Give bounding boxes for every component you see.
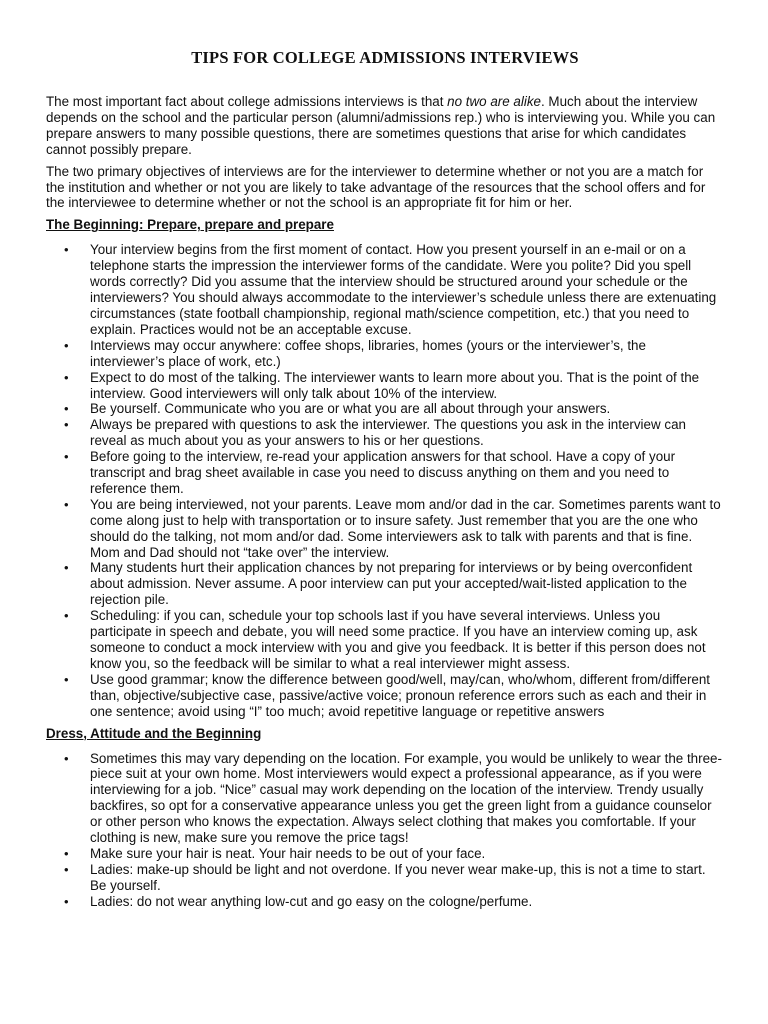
list-item: • Interviews may occur anywhere: coffee shops, libraries, homes (yours or the interviewer’s, the interviewer’s place of work, etc.) bbox=[46, 338, 724, 370]
list-item: • Ladies: do not wear anything low-cut and go easy on the cologne/perfume. bbox=[46, 894, 724, 910]
intro-paragraph bbox=[46, 94, 724, 158]
list-item: • Always be prepared with questions to ask the interviewer. The questions you ask in the interview can reveal as much about you as your answers to his or her questions. bbox=[46, 417, 724, 449]
bullet-list-beginning bbox=[46, 242, 724, 719]
intro-emphasis: no two are alike bbox=[447, 94, 541, 109]
section-heading-dress: Dress, Attitude and the Beginning bbox=[46, 725, 262, 741]
objectives-paragraph: The two primary objectives of interviews are for the interviewer to determine whether or not you are a match for the institution and whether or not you are likely to take advantage of the resources that the school offers and for the interviewee to determine whether or not the school is an appropriate fit for him or her. bbox=[46, 163, 706, 211]
list-item: • Sometimes this may vary depending on the location. For example, you would be unlikely to wear the three-piece suit at your own home. Most interviewers would expect a professional appearance, as if you were interviewing for a job. “Nice” casual may work depending on the location of the interview. Trendy usually backfires, so opt for a conservative appearance unless you get the green light from a guidance counselor or other person who knows the expectation. Always select clothing that makes you comfortable. If your clothing is new, make sure you remove the price tags! bbox=[46, 751, 724, 846]
list-item: • Many students hurt their application chances by not preparing for interviews or by being overconfident about admission. Never assume. A poor interview can put your accepted/wait-listed application to the rejection pile. bbox=[46, 560, 724, 608]
list-item: • Be yourself. Communicate who you are or what you are all about through your answers. bbox=[46, 401, 724, 417]
list-item: • Your interview begins from the first moment of contact. How you present yourself in an e-mail or on a telephone starts the impression the interviewer forms of the candidate. Were you polite? Did you spell words correctly? Did you assume that the interview should be structured around your schedule or the interviewers? You should always accommodate to the interviewer’s schedule unless there are extenuating circumstances (state football championship, regional math/science competition, etc.) that you need to explain. Practices would not be an acceptable excuse. bbox=[46, 242, 724, 337]
intro-text-end: . Much about the interview depends on the school and the particular person (alumni/admissions rep.) who is interviewing you. While you can prepare answers to many possible questions, there are sometimes questions that arise for which candidates cannot possibly prepare. bbox=[46, 94, 716, 157]
section-heading-beginning: The Beginning: Prepare, prepare and prepare bbox=[46, 217, 334, 233]
list-item: • Expect to do most of the talking. The interviewer wants to learn more about you. That is the point of the interview. Good interviewers will only talk about 10% of the interview. bbox=[46, 370, 724, 402]
list-item: • Scheduling: if you can, schedule your top schools last if you have several interviews. Unless you participate in speech and debate, you will need some practice. If you have an interview coming up, ask someone to conduct a mock interview with you and give you feedback. It is better if this person does not know you, so the feedback will be similar to what a real interviewer might assess. bbox=[46, 608, 724, 672]
list-item: • Make sure your hair is neat. Your hair needs to be out of your face. bbox=[46, 846, 724, 862]
list-item: • You are being interviewed, not your parents. Leave mom and/or dad in the car. Sometimes parents want to come along just to help with transportation or to insure safety. Just remember that you are the one who should do the talking, not mom and/or dad. Some interviewers ask to talk with parents and that is fine. Mom and Dad should not “take over” the interview. bbox=[46, 497, 724, 561]
list-item: • Use good grammar; know the difference between good/well, may/can, who/whom, different from/different than, objective/subjective case, passive/active voice; pronoun reference errors such as each and their in one sentence; avoid using “I” too much; avoid repetitive language or repetitive answers bbox=[46, 672, 724, 720]
bullet-list-dress bbox=[46, 751, 724, 910]
list-item: • Ladies: make-up should be light and not overdone. If you never wear make-up, this is not a time to start. Be yourself. bbox=[46, 862, 724, 894]
intro-text-start: The most important fact about college admissions interviews is that bbox=[46, 94, 448, 109]
document-title: TIPS FOR COLLEGE ADMISSIONS INTERVIEWS bbox=[191, 48, 579, 67]
list-item: • Before going to the interview, re-read your application answers for that school. Have a copy of your transcript and brag sheet available in case you need to discuss anything on them and you need to reference them. bbox=[46, 449, 724, 497]
